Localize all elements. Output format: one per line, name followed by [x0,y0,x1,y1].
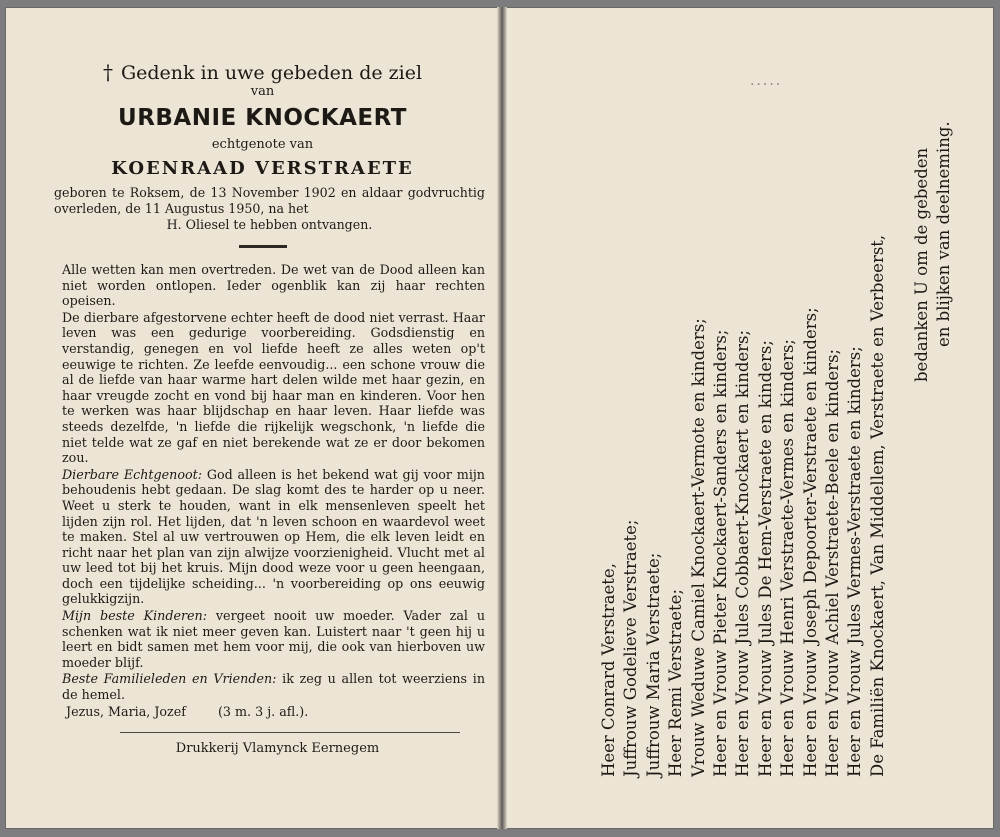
card-body [62,262,485,719]
thanks-line-1: bedanken U om de gebeden [912,147,932,382]
printer-credit: Drukkerij Vlamynck Eernegem [175,741,380,757]
family-line: Heer en Vrouw Joseph Depoorter-Verstraete en kinders; [800,307,820,777]
family-line: Heer en Vrouw Jules De Hem-Verstraete en kinders; [755,340,775,777]
children-address: Mijn beste Kinderen: vergeet nooit uw moeder. Vader zal u schenken wat ik niet meer geven kan. Luistert naar 't geen hij u leert en bidt samen met hem voor mij, die ook van hierboven uw moeder blijf. [62,608,485,670]
family-line: Heer en Vrouw Henri Verstraete-Vermes en kinders; [778,339,798,777]
family-line: Heer Remi Verstraete; [666,588,686,777]
family-line: Heer en Vrouw Pieter Knockaert-Sanders en kinders; [710,329,730,777]
family-line: Heer en Vrouw Jules Vermes-Verstraete en kinders; [845,346,865,777]
cross-icon: † [102,60,113,84]
van-line: van [250,84,275,99]
family-line: Heer en Vrouw Achiel Verstraete-Beele en kinders; [822,348,842,777]
right-panel-family-list [598,87,956,777]
family-line: Heer en Vrouw Jules Cobbaert-Knockaert en kinders; [733,329,753,777]
spouse-intro: echtgenote van [211,137,314,152]
ellipsis-mark: ..... [750,73,783,89]
spouse-name: KOENRAAD VERSTRAETE [111,158,414,179]
family-line: Juffrouw Maria Verstraete; [643,552,663,777]
closing-prayer: Jezus, Maria, Jozef [66,703,186,719]
family-address: Beste Familieleden en Vrienden: ik zeg u allen tot weerziens in de hemel. [62,671,486,703]
spouse-address: Dierbare Echtgenoot: God alleen is het bekend wat gij voor mijn behoudenis hebt gedaan. De slag komt des te harder op u neer. Weet u sterk te houden, want in elk mensenleven speelt het lijden zijn rol. Het lijden, dat 'n leven schoon en waardevol weet te maken. Stel al uw vertrouwen op Hem, die elk leven leidt en richt naar het plan van zijn alwijze voorzienigheid. Vlucht met al uw leed tot bij het kruis. Mijn dood weze voor u geen heengaan, doch een tijdelijke scheiding... 'n voorbereiding op ons eeuwig gelukkigzijn. [62,466,485,607]
footer-rule [120,732,460,733]
family-line: Heer Conrard Verstraete, [599,563,618,777]
indulgence: (3 m. 3 j. afl.). [217,703,309,719]
remembrance-line: † Gedenk in uwe gebeden de ziel [102,60,423,84]
deceased-name: URBANIE KNOCKAERT [118,105,407,131]
separator [239,245,287,248]
family-line: Vrouw Weduwe Camiel Knockaert-Vermote en kinders; [688,318,708,777]
family-line: De Familiën Knockaert, Van Middellem, Verstraete en Verbeerst, [867,234,887,777]
paragraph-2: De dierbare afgestorvene echter heeft de dood niet verrast. Haar leven was een gedurige voorbereiding. Godsdienstig en verstandig, genegen en vol liefde heeft ze alles weten op't eeuwige te richten. Ze leefde eenvoudig... een schone vrouw die al de liefde van haar warme hart delen wilde met haar gezin, en haar vreugde zocht en vond bij haar man en kinderen. Voor hen te werken was haar blijdschap en haar leven. Haar liefde was steeds dezelfde, 'n liefde die rijkelijk wegschonk, 'n liefde die niet telde wat ze gaf en niet berekende wat ze er door bekomen zou. [62,309,485,466]
paragraph-1: Alle wetten kan men overtreden. De wet van de Dood alleen kan niet worden ontlopen. Ieder ogenblik kan zij haar rechten opeisen. [62,262,485,309]
closing-line [62,704,485,720]
card-header [40,60,485,179]
birth-death-text: geboren te Roksem, de 13 November 1902 en aldaar godvruchtig overleden, de 11 Augustus 1950, na het H. Oliesel te hebben ontvangen. [54,185,485,232]
family-line: Juffrouw Godelieve Verstraete; [621,519,641,777]
thanks-line-2: en blijken van deelneming. [934,121,954,347]
left-panel [40,55,485,756]
card-fold [497,7,507,829]
